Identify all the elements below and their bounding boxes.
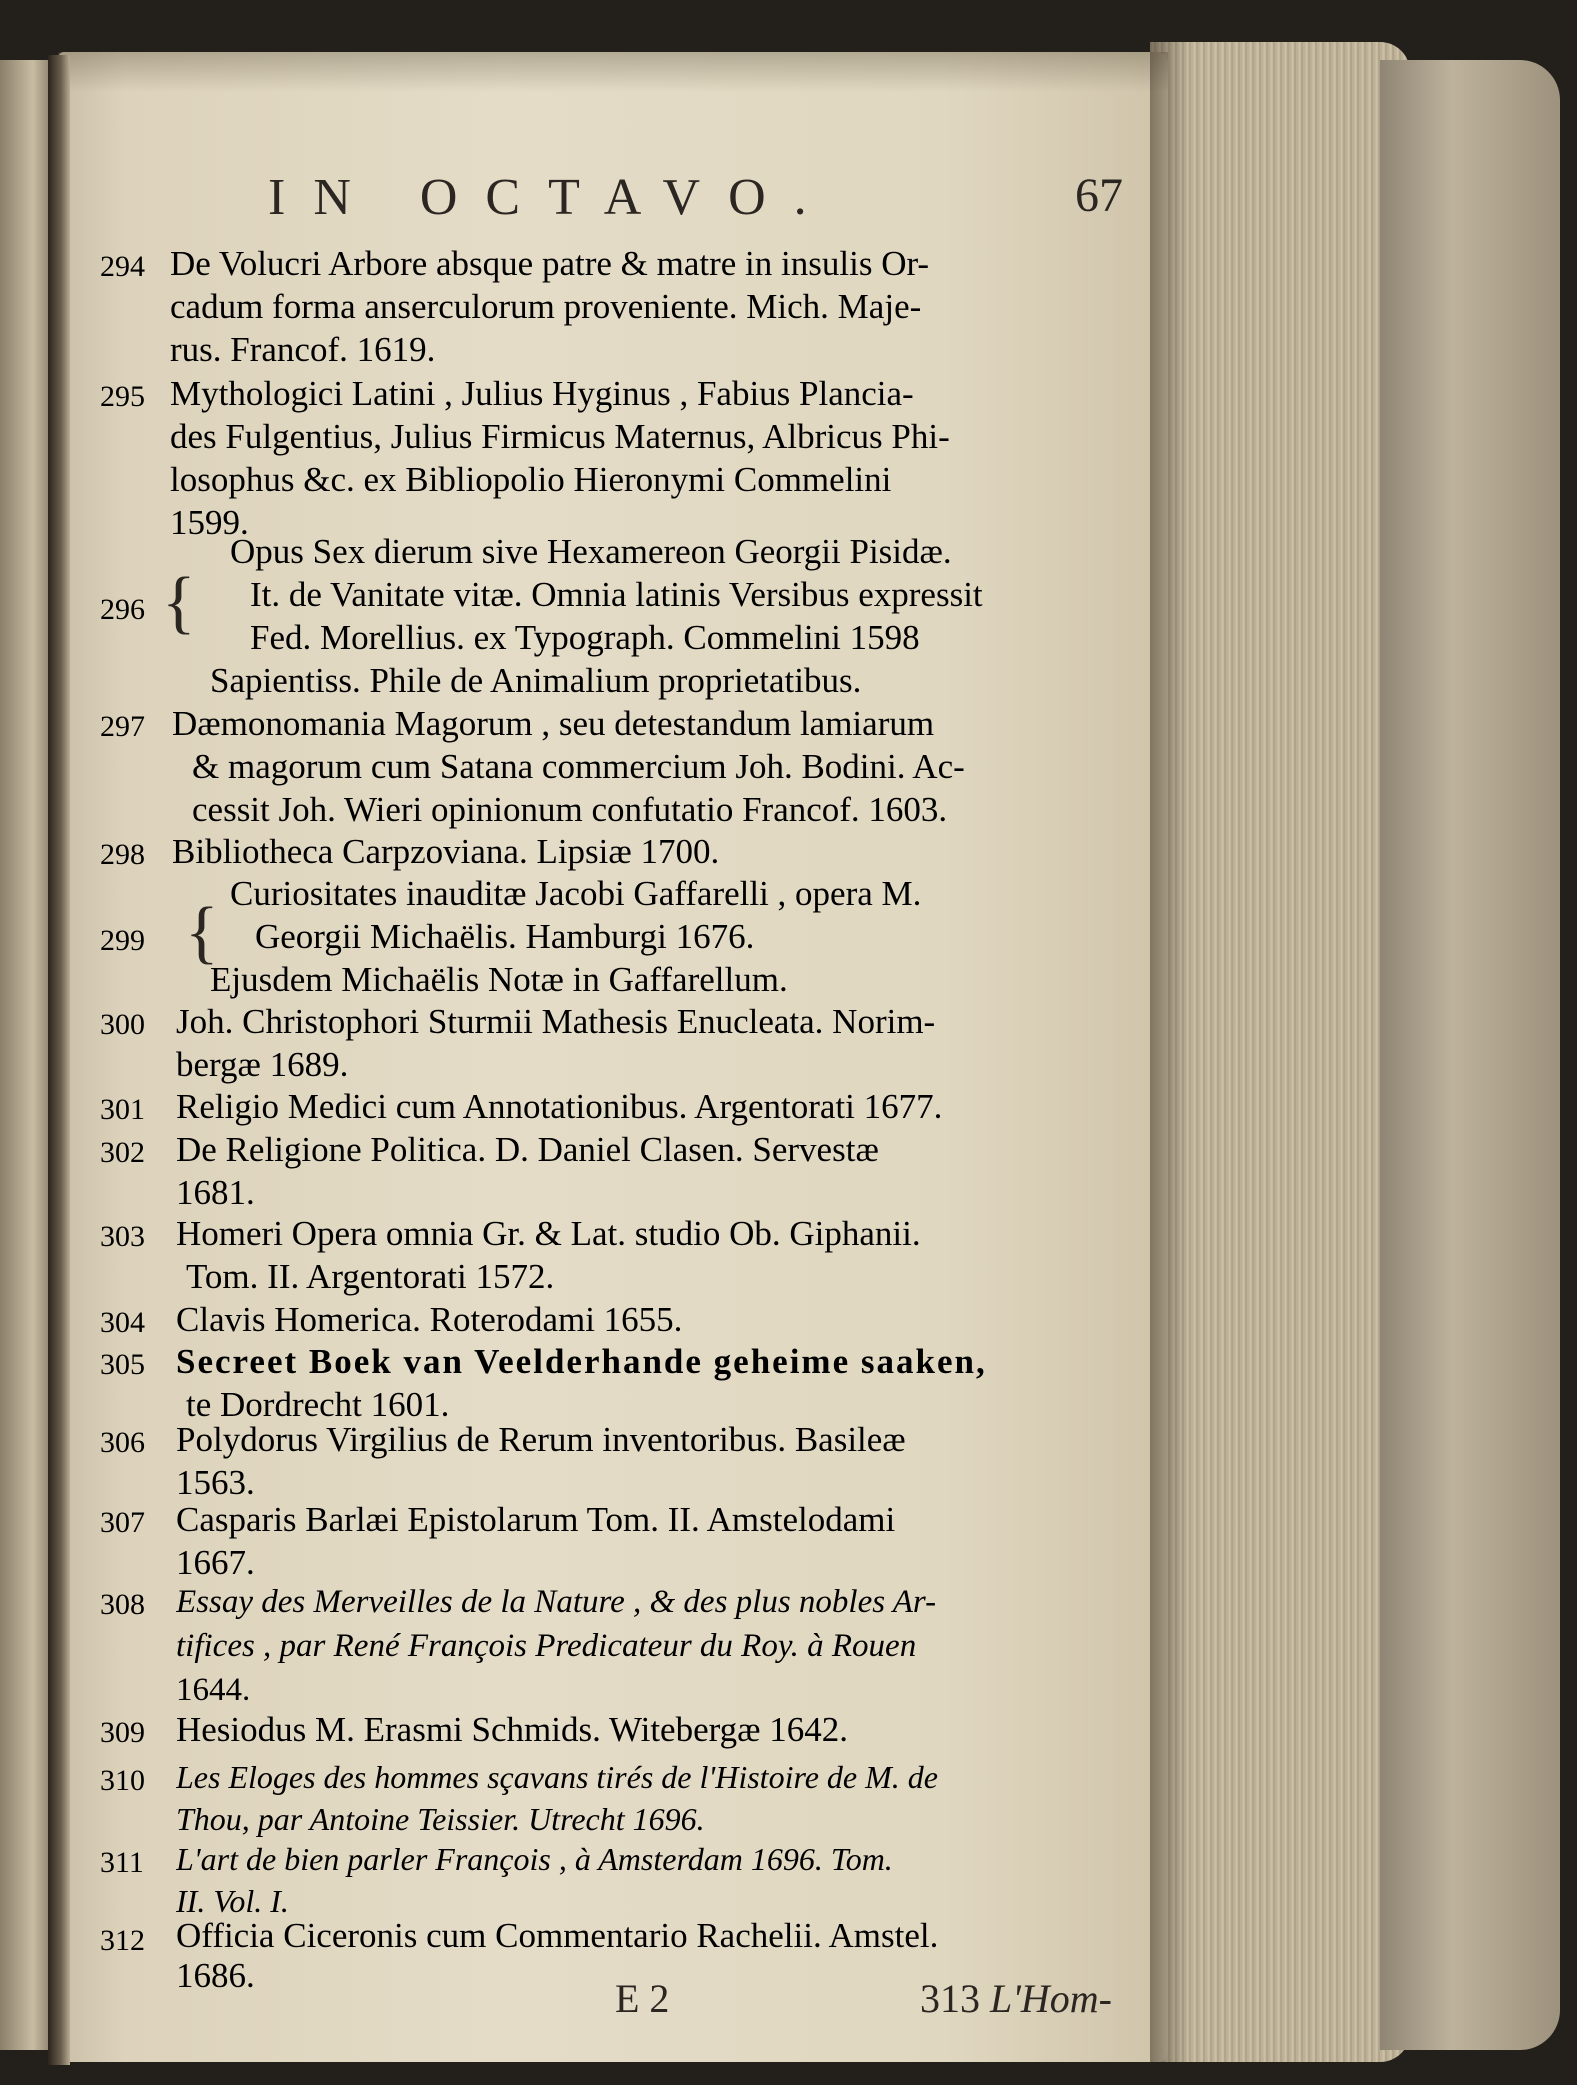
page-shadow	[58, 52, 1168, 92]
signature-mark: E 2	[615, 1976, 670, 2021]
entry-line: Sapientiss. Phile de Animalium proprietatibus.	[210, 661, 862, 700]
entry-number: 307	[100, 1506, 145, 1539]
entry-line: Mythologici Latini , Julius Hyginus , Fabius Plancia-	[170, 374, 914, 413]
entry-line: Bibliotheca Carpzoviana. Lipsiæ 1700.	[172, 832, 720, 871]
entry-number: 294	[100, 250, 145, 283]
entry-number: 306	[100, 1426, 145, 1459]
entry-number: 296	[100, 593, 145, 626]
entry-line: Polydorus Virgilius de Rerum inventoribus. Basileæ	[176, 1420, 906, 1459]
entry-line: Clavis Homerica. Roterodami 1655.	[176, 1300, 683, 1339]
edge-shadow	[1150, 42, 1190, 2062]
entry-number: 297	[100, 710, 145, 743]
entry-number: 311	[100, 1846, 144, 1879]
brace-icon: {	[185, 894, 219, 971]
entry-line: Thou, par Antoine Teissier. Utrecht 1696.	[176, 1801, 705, 1837]
entry-line: De Religione Politica. D. Daniel Clasen. Servestæ	[176, 1130, 879, 1169]
entry-number: 298	[100, 838, 145, 871]
entry-number: 310	[100, 1764, 145, 1797]
book-cover	[1380, 60, 1560, 2050]
brace-icon: {	[162, 564, 196, 641]
entry-line: Joh. Christophori Sturmii Mathesis Enucleata. Norim-	[176, 1002, 936, 1041]
entry-line: Essay des Merveilles de la Nature , & des plus nobles Ar-	[176, 1584, 937, 1620]
entry-number: 299	[100, 924, 145, 957]
entry-line: II. Vol. I.	[176, 1883, 289, 1919]
catchword-text: L'Hom-	[990, 1976, 1112, 2021]
entry-line: 1686.	[176, 1956, 255, 1995]
entry-line: 1681.	[176, 1173, 255, 1212]
entry-line: & magorum cum Satana commercium Joh. Bodini. Ac-	[192, 747, 965, 786]
entry-line: Tom. II. Argentorati 1572.	[186, 1257, 555, 1296]
entry-line: des Fulgentius, Julius Firmicus Maternus, Albricus Phi-	[170, 417, 950, 456]
entry-number: 308	[100, 1588, 145, 1621]
entry-line: Hesiodus M. Erasmi Schmids. Witebergæ 1642.	[176, 1710, 848, 1749]
entry-line: Religio Medici cum Annotationibus. Argentorati 1677.	[176, 1087, 943, 1126]
entry-number: 304	[100, 1306, 145, 1339]
entry-number: 301	[100, 1093, 145, 1126]
entry-line: L'art de bien parler François , à Amsterdam 1696. Tom.	[176, 1841, 893, 1877]
entry-line: cessit Joh. Wieri opinionum confutatio Francof. 1603.	[192, 790, 948, 829]
entry-line: De Volucri Arbore absque patre & matre in insulis Or-	[170, 244, 930, 283]
page-number: 67	[1075, 169, 1123, 222]
entry-line: 1599.	[170, 503, 249, 542]
entry-line: Secreet Boek van Veelderhande geheime saaken,	[176, 1342, 987, 1381]
entry-number: 302	[100, 1136, 145, 1169]
entry-number: 305	[100, 1348, 145, 1381]
entry-line: It. de Vanitate vitæ. Omnia latinis Versibus expressit	[250, 575, 983, 614]
entry-line: Les Eloges des hommes sçavans tirés de l'Histoire de M. de	[176, 1759, 938, 1795]
gutter	[48, 55, 70, 2065]
entry-line: Fed. Morellius. ex Typograph. Commelini 1598	[250, 618, 920, 657]
entry-line: Opus Sex dierum sive Hexamereon Georgii Pisidæ.	[230, 532, 952, 571]
entry-line: Casparis Barlæi Epistolarum Tom. II. Amstelodami	[176, 1500, 896, 1539]
entry-line: Homeri Opera omnia Gr. & Lat. studio Ob. Giphanii.	[176, 1214, 921, 1253]
entry-line: losophus &c. ex Bibliopolio Hieronymi Commelini	[170, 460, 892, 499]
entry-line: Georgii Michaëlis. Hamburgi 1676.	[255, 917, 755, 956]
entry-line: 1563.	[176, 1463, 255, 1502]
entry-number: 295	[100, 380, 145, 413]
entry-line: bergæ 1689.	[176, 1045, 349, 1084]
entry-number: 312	[100, 1924, 145, 1957]
entry-number: 303	[100, 1220, 145, 1253]
entry-line: Ejusdem Michaëlis Notæ in Gaffarellum.	[210, 960, 788, 999]
entry-line: rus. Francof. 1619.	[170, 330, 436, 369]
entry-line: te Dordrecht 1601.	[186, 1385, 450, 1424]
entry-line: Officia Ciceronis cum Commentario Rachelii. Amstel.	[176, 1916, 939, 1955]
running-title: IN OCTAVO.	[268, 169, 835, 226]
catchword	[920, 1975, 1112, 2022]
entry-line: tifices , par René François Predicateur du Roy. à Rouen	[176, 1628, 917, 1664]
entry-line: cadum forma anserculorum proveniente. Mich. Maje-	[170, 287, 922, 326]
entry-line: 1667.	[176, 1543, 255, 1582]
entry-number: 300	[100, 1008, 145, 1041]
catchword-number: 313	[920, 1976, 980, 2021]
entry-line: 1644.	[176, 1672, 251, 1708]
entry-line: Curiositates inauditæ Jacobi Gaffarelli , opera M.	[230, 874, 922, 913]
entry-number: 309	[100, 1716, 145, 1749]
entry-line: Dæmonomania Magorum , seu detestandum lamiarum	[172, 704, 935, 743]
